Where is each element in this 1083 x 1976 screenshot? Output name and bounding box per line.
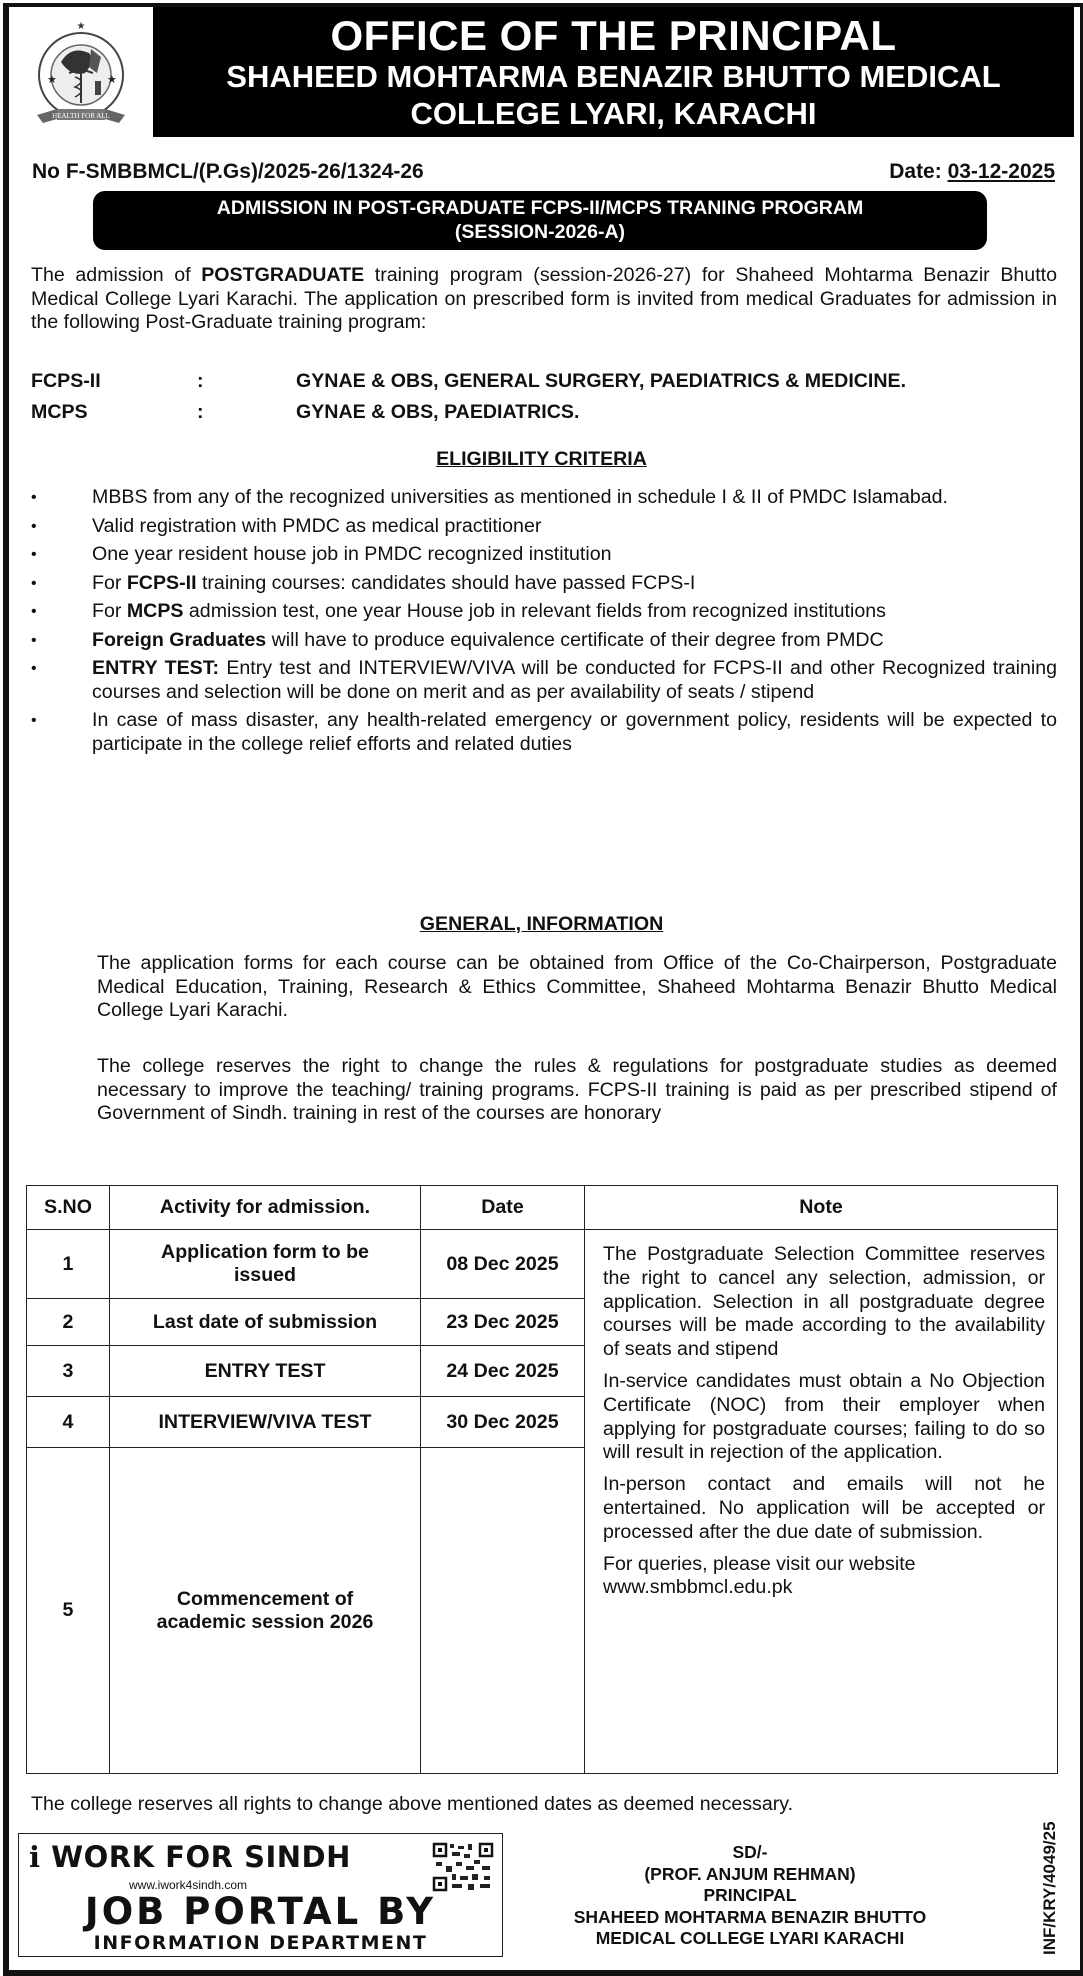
signatory-org-line2: MEDICAL COLLEGE LYARI KARACHI	[595, 1928, 905, 1948]
notice-title-line2: (SESSION-2026-A)	[454, 221, 626, 243]
reference-row	[32, 160, 1055, 184]
signatory-designation: PRINCIPAL	[703, 1885, 797, 1905]
row-activity: Application form to be issued	[110, 1230, 421, 1299]
row-date: 24 Dec 2025	[421, 1346, 585, 1397]
bullet-icon: •	[31, 517, 37, 535]
program-label: MCPS	[31, 401, 88, 423]
iwork-url[interactable]: www.iwork4sindh.com	[129, 1878, 248, 1892]
note-paragraph: For queries, please visit our website www.smbbmcl.edu.pk	[603, 1552, 916, 1599]
office-title-banner	[153, 7, 1074, 137]
row-sno: 2	[27, 1299, 110, 1346]
i-logo-icon: i	[29, 1840, 41, 1874]
eligibility-item: • For FCPS-II training courses: candidates should have passed FCPS-I	[31, 571, 696, 594]
column-header-activity: Activity for admission.	[110, 1186, 421, 1230]
row-sno: 3	[27, 1346, 110, 1397]
column-header-date: Date	[421, 1186, 585, 1230]
row-activity: Commencement of academic session 2026	[110, 1448, 421, 1774]
intro-text-end: training program (session-2026-27) for Shaheed Mohtarma Benazir Bhutto Medical College Lyari Karachi. The application on prescribed form is invited from medical Graduates for admission in the following Post-Graduate training program:	[31, 264, 1057, 333]
row-date: 08 Dec 2025	[421, 1230, 585, 1299]
intro-bold-term: POSTGRADUATE	[201, 264, 365, 286]
row-activity: ENTRY TEST	[110, 1346, 421, 1397]
admission-schedule-table	[26, 1185, 1058, 1774]
note-paragraph: In-service candidates must obtain a No Objection Certificate (NOC) from their employer when applying for postgraduate courses; failing to do so will result in rejection of the application.	[603, 1369, 1045, 1464]
eligibility-list	[31, 486, 1057, 761]
closing-note: The college reserves all rights to change above mentioned dates as deemed necessary.	[31, 1793, 794, 1815]
program-separator: :	[197, 370, 204, 392]
eligibility-title: ELIGIBILITY CRITERIA	[436, 448, 647, 470]
inf-number: INF/KRY/4049/25	[1040, 1821, 1059, 1955]
iwork-title: i WORK FOR SINDH	[29, 1840, 351, 1874]
eligibility-item: • In case of mass disaster, any health-related emergency or government policy, residents will be expected to participate in the college relief efforts and related duties	[31, 709, 1057, 755]
date-label: Date:	[889, 160, 942, 183]
row-sno: 1	[27, 1230, 110, 1299]
eligibility-item: • For MCPS admission test, one year House job in relevant fields from recognized institutions	[31, 600, 886, 622]
bullet-icon: •	[31, 631, 37, 649]
college-name-line2: COLLEGE LYARI, KARACHI	[410, 96, 817, 131]
bullet-icon: •	[31, 660, 37, 677]
program-row	[31, 370, 1061, 400]
signatory-name: (PROF. ANJUM REHMAN)	[644, 1863, 856, 1884]
table-header-row	[27, 1186, 1058, 1230]
eligibility-item: • One year resident house job in PMDC recognized institution	[31, 543, 612, 565]
notice-title-line1: ADMISSION IN POST-GRADUATE FCPS-II/MCPS TRANING PROGRAM	[216, 197, 864, 219]
row-activity: Last date of submission	[110, 1299, 421, 1346]
header-banner	[9, 7, 1074, 137]
general-info-title: GENERAL, INFORMATION	[419, 913, 664, 935]
eligibility-item: • Foreign Graduates will have to produce equivalence certificate of their degree from PMDC	[31, 628, 884, 651]
program-specialties: GYNAE & OBS, PAEDIATRICS.	[296, 401, 580, 423]
notes-cell	[585, 1230, 1058, 1774]
iwork-for-sindh-banner	[18, 1833, 503, 1957]
signatory-org-line1: SHAHEED MOHTARMA BENAZIR BHUTTO	[573, 1906, 927, 1927]
notice-title	[93, 191, 987, 250]
row-sno: 4	[27, 1397, 110, 1448]
eligibility-item: • ENTRY TEST: Entry test and INTERVIEW/VIVA will be conducted for FCPS-II and other Recognized training courses and selection will be done on merit and as per availability of seats / stipend	[31, 657, 1057, 703]
general-info-paragraph: The college reserves the right to change the rules & regulations for postgraduate studies as deemed necessary to improve the teaching/ training programs. FCPS-II training is paid as per prescribed stipend of Government of Sindh. training in rest of the courses are honorary	[97, 1055, 1057, 1124]
row-date: 30 Dec 2025	[421, 1397, 585, 1448]
svg-text:HEALTH FOR ALL: HEALTH FOR ALL	[52, 112, 110, 120]
intro-paragraph	[31, 264, 1057, 335]
svg-text:★: ★	[47, 74, 57, 86]
signature-block	[540, 1842, 960, 1950]
bullet-icon: •	[31, 574, 37, 592]
notice-date	[889, 160, 1055, 184]
column-header-note: Note	[585, 1186, 1058, 1230]
date-value: 03-12-2025	[947, 160, 1055, 183]
bullet-icon: •	[31, 546, 37, 563]
row-activity: INTERVIEW/VIVA TEST	[110, 1397, 421, 1448]
signature-sd: SD/-	[732, 1842, 768, 1862]
svg-text:★: ★	[107, 74, 117, 86]
row-date	[421, 1448, 585, 1774]
college-seal-icon	[9, 7, 153, 137]
program-specialties: GYNAE & OBS, GENERAL SURGERY, PAEDIATRICS & MEDICINE.	[296, 370, 907, 392]
qr-code-icon	[432, 1842, 494, 1892]
svg-text:★: ★	[76, 21, 86, 32]
note-paragraph: The Postgraduate Selection Committee reserves the right to cancel any selection, admission, or application. Selection in all postgraduate degree courses will be made according to the availability of seats and stipend	[603, 1243, 1045, 1361]
note-paragraph: In-person contact and emails will not he entertained. No application will be accepted or processed after the due date of submission.	[603, 1473, 1045, 1543]
college-name-line1: SHAHEED MOHTARMA BENAZIR BHUTTO MEDICAL	[226, 59, 1001, 94]
program-separator: :	[197, 401, 204, 423]
column-header-sno: S.NO	[27, 1186, 110, 1230]
table-row	[27, 1230, 1058, 1299]
office-title: OFFICE OF THE PRINCIPAL	[330, 12, 897, 59]
eligibility-item: • MBBS from any of the recognized universities as mentioned in schedule I & II of PMDC Islamabad.	[31, 486, 949, 508]
intro-text-start: The admission of	[31, 264, 202, 286]
reference-number: No F-SMBBMCL/(P.Gs)/2025-26/1324-26	[32, 160, 424, 183]
information-department-text: INFORMATION DEPARTMENT	[93, 1932, 428, 1954]
eligibility-item: • Valid registration with PMDC as medical practitioner	[31, 514, 542, 537]
row-date: 23 Dec 2025	[421, 1299, 585, 1346]
college-logo	[9, 7, 153, 137]
bullet-icon: •	[31, 603, 37, 620]
program-row	[31, 401, 1061, 431]
job-portal-text: JOB PORTAL BY	[84, 1890, 437, 1933]
row-sno: 5	[27, 1448, 110, 1774]
general-info-paragraph: The application forms for each course can be obtained from Office of the Co-Chairperson, Postgraduate Medical Education, Training, Research & Ethics Committee, Shaheed Mohtarma Benazir Bhutto Medical College Lyari Karachi.	[97, 952, 1057, 1021]
bullet-icon: •	[31, 712, 37, 729]
bullet-icon: •	[31, 489, 37, 506]
program-label: FCPS-II	[31, 370, 101, 392]
